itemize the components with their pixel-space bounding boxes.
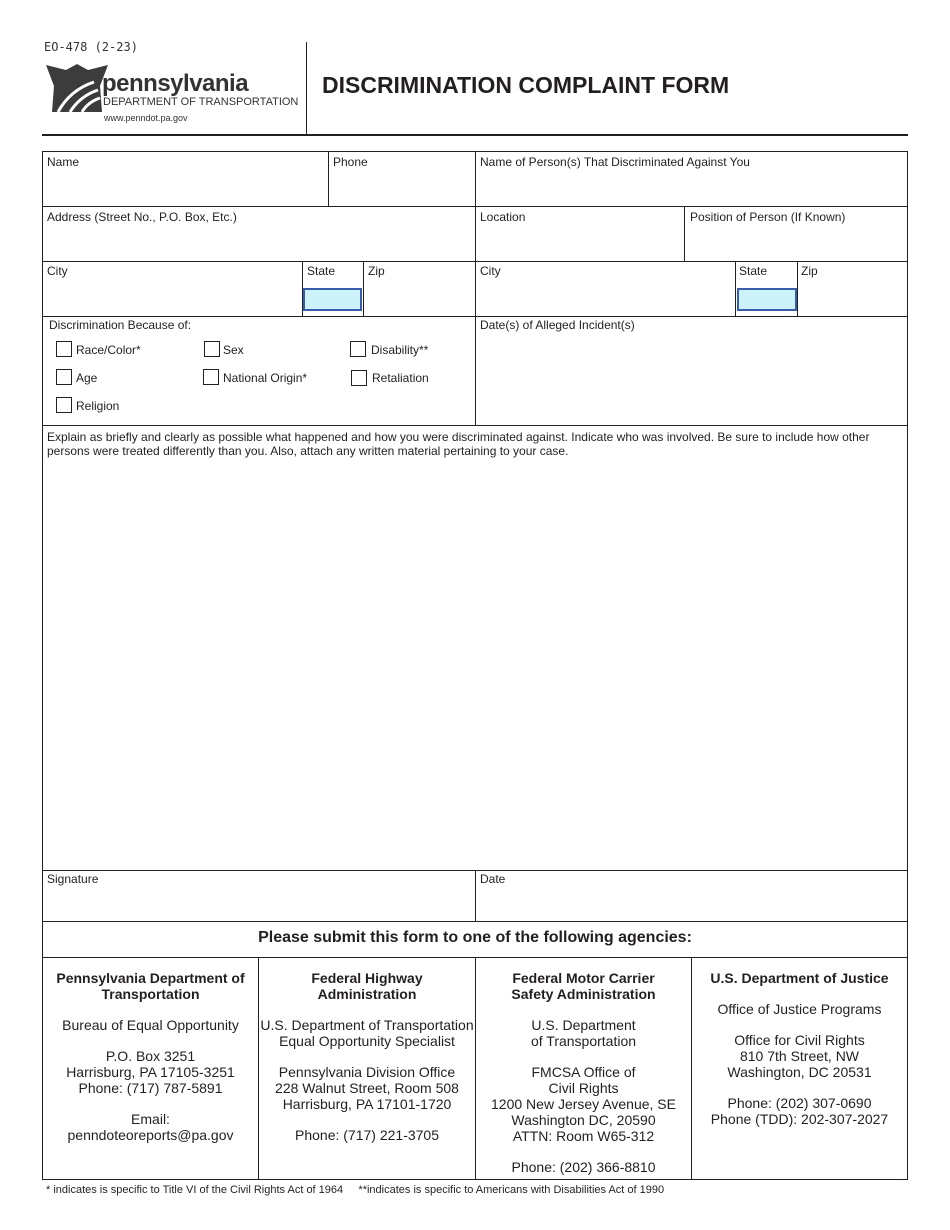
sex-label: Sex — [223, 343, 244, 357]
logo-department: DEPARTMENT OF TRANSPORTATION — [103, 96, 299, 108]
penndot-line: P.O. Box 3251 — [105, 1048, 196, 1064]
fmcsa-line: of Transportation — [530, 1033, 637, 1049]
fhwa-line: 228 Walnut Street, Room 508 — [275, 1080, 459, 1096]
phone-label: Phone — [333, 155, 368, 169]
fmcsa-phone: Phone: (202) 366-8810 — [511, 1159, 656, 1175]
position-label: Position of Person (If Known) — [690, 210, 846, 224]
religion-checkbox[interactable] — [56, 397, 72, 413]
fhwa-details — [258, 970, 476, 1143]
fhwa-line: Pennsylvania Division Office — [278, 1064, 456, 1080]
city-field[interactable] — [42, 261, 303, 317]
penndot-details — [42, 970, 259, 1143]
fmcsa-line: FMCSA Office of — [531, 1064, 636, 1080]
race-label: Race/Color* — [76, 343, 141, 357]
signature-label: Signature — [47, 872, 99, 886]
city2-field[interactable] — [475, 261, 736, 317]
penndot-name-2: Transportation — [101, 986, 200, 1002]
disability-label: Disability** — [371, 343, 429, 357]
person-name-label: Name of Person(s) That Discriminated Against You — [480, 155, 750, 169]
explanation-field[interactable] — [42, 425, 908, 871]
state2-label: State — [739, 264, 768, 278]
fmcsa-line: Civil Rights — [548, 1080, 619, 1096]
form-code: EO-478 (2-23) — [44, 40, 138, 54]
location-label: Location — [480, 210, 526, 224]
page-title: DISCRIMINATION COMPLAINT FORM — [322, 72, 730, 98]
date-field[interactable] — [475, 870, 908, 922]
doj-name: U.S. Department of Justice — [710, 970, 889, 986]
fmcsa-name-2: Safety Administration — [511, 986, 656, 1002]
doj-line: 810 7th Street, NW — [739, 1048, 860, 1064]
national-origin-label: National Origin* — [223, 371, 308, 385]
penndot-line: Harrisburg, PA 17105-3251 — [66, 1064, 235, 1080]
fhwa-name-1: Federal Highway — [311, 970, 423, 986]
doj-details — [691, 970, 908, 1127]
fhwa-name-2: Administration — [317, 986, 417, 1002]
religion-label: Religion — [76, 399, 120, 413]
state-label: State — [307, 264, 336, 278]
fhwa-phone: Phone: (717) 221-3705 — [295, 1127, 439, 1143]
race-checkbox[interactable] — [56, 341, 72, 357]
doj-line: Washington, DC 20531 — [727, 1064, 872, 1080]
doj-phone: Phone: (202) 307-0690 — [727, 1095, 872, 1111]
penndot-name-1: Pennsylvania Department of — [56, 970, 245, 986]
dates-field[interactable] — [475, 316, 908, 426]
website-link[interactable]: www.penndot.pa.gov — [104, 113, 188, 123]
fmcsa-name-1: Federal Motor Carrier — [512, 970, 655, 986]
state-input[interactable] — [303, 288, 362, 311]
signature-field[interactable] — [42, 870, 476, 922]
discrimination-label: Discrimination Because of: — [49, 318, 192, 332]
age-checkbox[interactable] — [56, 369, 72, 385]
doj-line: Office of Justice Programs — [717, 1001, 882, 1017]
fmcsa-details — [475, 970, 692, 1175]
header-rule — [42, 134, 908, 136]
age-label: Age — [76, 371, 98, 385]
fmcsa-line: 1200 New Jersey Avenue, SE — [491, 1096, 676, 1112]
address-label: Address (Street No., P.O. Box, Etc.) — [47, 210, 237, 224]
penndot-phone: Phone: (717) 787-5891 — [78, 1080, 223, 1096]
state2-input[interactable] — [737, 288, 797, 311]
name-label: Name — [47, 155, 80, 169]
date-label: Date — [480, 872, 506, 886]
fhwa-line: Harrisburg, PA 17101-1720 — [282, 1096, 452, 1112]
fhwa-line: Equal Opportunity Specialist — [279, 1033, 455, 1049]
logo-wordmark: pennsylvania — [102, 70, 249, 97]
zip-label: Zip — [368, 264, 385, 278]
national-origin-checkbox[interactable] — [203, 369, 219, 385]
fmcsa-line: ATTN: Room W65-312 — [512, 1128, 655, 1144]
retaliation-checkbox[interactable] — [351, 370, 367, 386]
disability-checkbox[interactable] — [350, 341, 366, 357]
city2-label: City — [480, 264, 501, 278]
zip2-label: Zip — [801, 264, 818, 278]
sex-checkbox[interactable] — [204, 341, 220, 357]
fhwa-line: U.S. Department of Transportation — [260, 1017, 474, 1033]
penndot-email[interactable]: penndoteoreports@pa.gov — [67, 1127, 234, 1143]
fmcsa-line: Washington DC, 20590 — [511, 1112, 656, 1128]
penndot-line: Email: — [131, 1111, 170, 1127]
retaliation-label: Retaliation — [372, 371, 429, 385]
dates-label: Date(s) of Alleged Incident(s) — [480, 318, 635, 332]
name-field[interactable] — [42, 151, 329, 207]
doj-line: Office for Civil Rights — [734, 1032, 865, 1048]
submit-heading: Please submit this form to one of the following agencies: — [258, 929, 692, 946]
keystone-logo-icon — [44, 62, 110, 114]
explanation-instructions: Explain as briefly and clearly as possible what happened and how you were discriminated against. Indicate who was involved. Be sure to include how other persons were treated differently than you. Also, attach any written material pertaining to your case. — [47, 430, 870, 458]
city-label: City — [47, 264, 68, 278]
fmcsa-line: U.S. Department — [531, 1017, 636, 1033]
doj-phone-tdd: Phone (TDD): 202-307-2027 — [710, 1111, 889, 1127]
footnote: * indicates is specific to Title VI of the Civil Rights Act of 1964 **indicates is specific to Americans with Disabilities Act of 1990 — [46, 1184, 665, 1196]
header-divider — [306, 42, 307, 134]
penndot-line: Bureau of Equal Opportunity — [62, 1017, 239, 1033]
